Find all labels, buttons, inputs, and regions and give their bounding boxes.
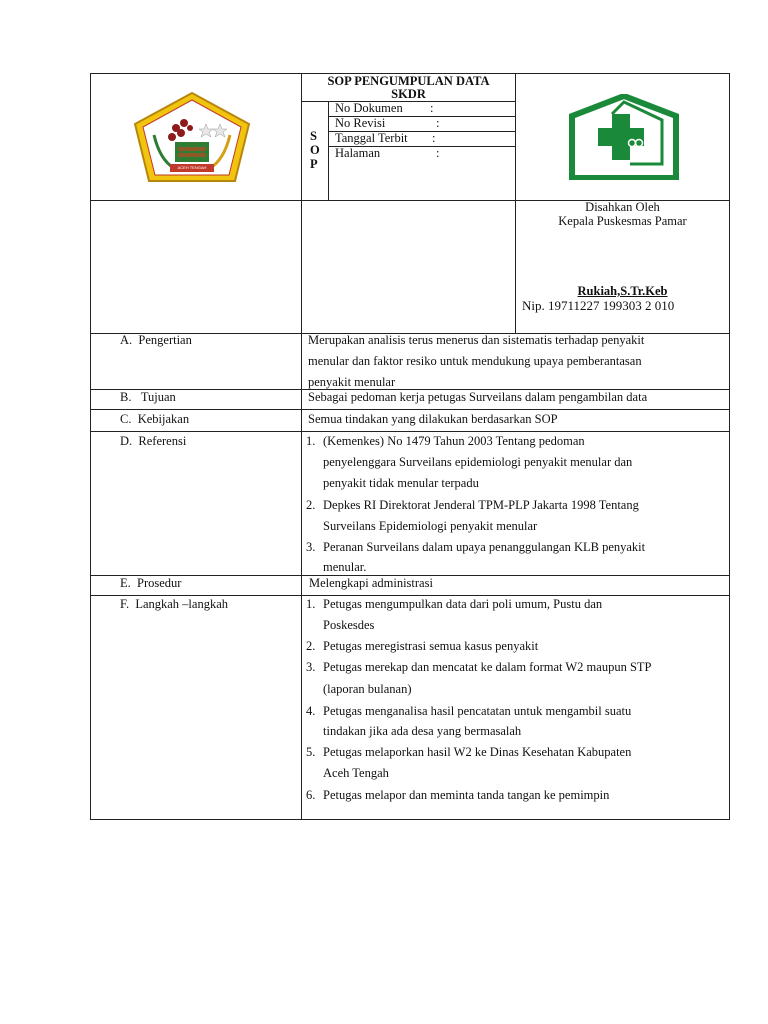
list-item-line: Petugas mengumpulkan data dari poli umum, Pustu dan xyxy=(323,597,603,611)
list-item-line: menular. xyxy=(323,560,367,574)
list-item-line: Petugas menganalisa hasil pencatatan untuk mengambil suatu xyxy=(323,704,632,718)
list-item-number: 4. xyxy=(306,704,316,718)
section-a-text-line2: menular dan faktor resiko untuk mendukung upaya pemberantasan xyxy=(308,354,642,368)
doc-field-tanggal-terbit-label: Tanggal Terbit xyxy=(335,131,408,145)
list-item-line: (laporan bulanan) xyxy=(323,682,412,696)
section-a-text-line1: Merupakan analisis terus menerus dan sistematis terhadap penyakit xyxy=(308,333,645,347)
doc-field-no-revisi-sep: : xyxy=(436,116,440,130)
section-c-label: C. Kebijakan xyxy=(120,412,190,426)
section-f-label: F. Langkah –langkah xyxy=(120,597,229,611)
list-item-number: 2. xyxy=(306,498,316,512)
list-item-number: 5. xyxy=(306,745,316,759)
section-a-label: A. Pengertian xyxy=(120,333,192,347)
list-item-number: 6. xyxy=(306,788,316,802)
sop-title-line1: SOP PENGUMPULAN DATA xyxy=(327,74,490,88)
list-item-line: Surveilans Epidemiologi penyakit menular xyxy=(323,519,538,533)
regency-emblem-logo xyxy=(132,90,252,185)
puskesmas-logo xyxy=(568,94,680,180)
list-item-line: (Kemenkes) No 1479 Tahun 2003 Tentang pedoman xyxy=(323,434,585,448)
section-b-label: B. Tujuan xyxy=(120,390,176,404)
sop-letter-p: P xyxy=(310,157,318,171)
list-item-line: Depkes RI Direktorat Jenderal TPM-PLP Jakarta 1998 Tentang xyxy=(323,498,639,512)
sop-title-line2: SKDR xyxy=(391,87,426,101)
list-item-line: Petugas merekap dan mencatat ke dalam format W2 maupun STP xyxy=(323,660,652,674)
section-b-text: Sebagai pedoman kerja petugas Surveilans dalam pengambilan data xyxy=(308,390,648,404)
doc-field-halaman-label: Halaman xyxy=(335,146,381,160)
doc-field-halaman-sep: : xyxy=(436,146,440,160)
doc-field-no-dokumen-sep: : xyxy=(430,101,434,115)
list-item-line: penyelenggara Surveilans epidemiologi penyakit menular dan xyxy=(323,455,633,469)
section-c-text: Semua tindakan yang dilakukan berdasarkan SOP xyxy=(308,412,558,426)
list-item-line: Petugas melapor dan meminta tanda tangan ke pemimpin xyxy=(323,788,610,802)
approval-signer-name: Rukiah,S.Tr.Keb xyxy=(577,284,668,298)
list-item-number: 3. xyxy=(306,540,316,554)
approval-line2: Kepala Puskesmas Pamar xyxy=(558,214,687,228)
list-item-line: Aceh Tengah xyxy=(323,766,389,780)
list-item-line: Poskesdes xyxy=(323,618,375,632)
section-e-text: Melengkapi administrasi xyxy=(309,576,433,590)
doc-field-no-dokumen-label: No Dokumen xyxy=(335,101,403,115)
list-item-line: Petugas meregistrasi semua kasus penyakit xyxy=(323,639,539,653)
doc-field-tanggal-terbit-sep: : xyxy=(432,131,436,145)
section-d-label: D. Referensi xyxy=(120,434,187,448)
section-e-label: E. Prosedur xyxy=(120,576,182,590)
list-item-line: penyakit tidak menular terpadu xyxy=(323,476,479,490)
list-item-line: Peranan Surveilans dalam upaya penanggulangan KLB penyakit xyxy=(323,540,646,554)
approval-line1: Disahkan Oleh xyxy=(585,200,660,214)
emblem-banner-text: ACEH TENGAH xyxy=(177,165,207,170)
sop-letter-o: O xyxy=(310,143,320,157)
list-item-number: 1. xyxy=(306,597,316,611)
list-item-number: 2. xyxy=(306,639,316,653)
list-item-number: 1. xyxy=(306,434,316,448)
list-item-line: tindakan jika ada desa yang bermasalah xyxy=(323,724,522,738)
list-item-number: 3. xyxy=(306,660,316,674)
sop-letter-s: S xyxy=(310,129,317,143)
doc-field-no-revisi-label: No Revisi xyxy=(335,116,386,130)
section-a-text-line3: penyakit menular xyxy=(308,375,396,389)
list-item-line: Petugas melaporkan hasil W2 ke Dinas Kesehatan Kabupaten xyxy=(323,745,632,759)
approval-nip: Nip. 19711227 199303 2 010 xyxy=(522,298,675,313)
